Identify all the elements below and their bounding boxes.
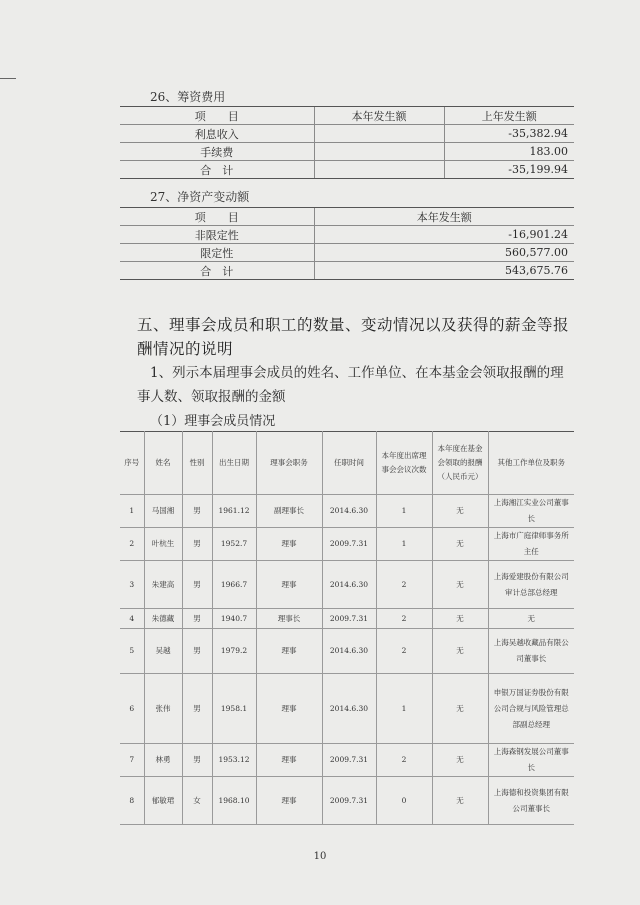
cell-gender: 男 [182,744,212,777]
net-assets-section-title: 27、净资产变动额 [150,190,250,204]
cell-name: 马国湘 [144,495,182,528]
members-header-row [120,432,574,495]
table-row [120,744,574,777]
header-role: 理事会职务 [256,432,322,495]
cell-gender: 男 [182,674,212,744]
cell-since: 2009.7.31 [322,609,376,629]
cell-name: 林勇 [144,744,182,777]
header-item: 项 目 [120,107,314,125]
cell-gender: 男 [182,495,212,528]
cell-since: 2014.6.30 [322,674,376,744]
members-table [120,431,574,825]
row-item: 合 计 [120,161,314,179]
cell-no: 6 [120,674,144,744]
cell-no: 7 [120,744,144,777]
cell-role: 理事 [256,528,322,561]
cell-since: 2014.6.30 [322,495,376,528]
cell-other: 无 [488,609,574,629]
cell-no: 1 [120,495,144,528]
cell-birth: 1940.7 [212,609,256,629]
header-since: 任职时间 [322,432,376,495]
header-previous: 上年发生额 [444,107,574,125]
header-other: 其他工作单位及职务 [488,432,574,495]
cell-birth: 1966.7 [212,561,256,609]
cell-gender: 男 [182,561,212,609]
table-row [120,226,574,244]
table-row [120,674,574,744]
table-row [120,262,574,280]
table-row [120,528,574,561]
table-row [120,143,574,161]
cell-no: 3 [120,561,144,609]
row-item: 合 计 [120,262,314,280]
cell-other: 上海吴越收藏品有限公司董事长 [488,629,574,674]
cell-since: 2014.6.30 [322,629,376,674]
row-current [314,143,444,161]
cell-pay: 无 [432,495,488,528]
row-previous: 183.00 [444,143,574,161]
row-previous: -35,382.94 [444,125,574,143]
row-current [314,161,444,179]
cell-pay: 无 [432,629,488,674]
row-previous: -35,199.94 [444,161,574,179]
subsection-title: （1）理事会成员情况 [150,414,276,429]
page-number: 10 [313,851,327,862]
cell-pay: 无 [432,777,488,825]
cell-attend: 1 [376,495,432,528]
header-no: 序号 [120,432,144,495]
cell-other: 上海爱建股份有限公司审计总部总经理 [488,561,574,609]
cell-other: 上海湘江实业公司董事长 [488,495,574,528]
cell-name: 张伟 [144,674,182,744]
cell-pay: 无 [432,609,488,629]
header-name: 姓名 [144,432,182,495]
row-item: 手续费 [120,143,314,161]
cell-name: 叶杭生 [144,528,182,561]
cell-name: 朱德藏 [144,609,182,629]
cell-attend: 2 [376,629,432,674]
cell-gender: 男 [182,629,212,674]
page-edge-rule [0,78,16,79]
header-gender: 性别 [182,432,212,495]
row-item: 利息收入 [120,125,314,143]
header-item: 项 目 [120,208,314,226]
table-row [120,244,574,262]
table-row [120,561,574,609]
row-item: 非限定性 [120,226,314,244]
table-row [120,161,574,179]
cell-birth: 1979.2 [212,629,256,674]
header-pay: 本年度在基金会领取的报酬（人民币元） [432,432,488,495]
header-amount: 本年发生额 [314,208,574,226]
cell-role: 理事 [256,674,322,744]
cell-role: 理事长 [256,609,322,629]
cell-other: 上海德和投资集团有限公司董事长 [488,777,574,825]
table-row [120,495,574,528]
cell-gender: 女 [182,777,212,825]
row-current [314,125,444,143]
cell-no: 4 [120,609,144,629]
table-row [120,777,574,825]
cell-role: 理事 [256,561,322,609]
header-current: 本年发生额 [314,107,444,125]
cell-no: 5 [120,629,144,674]
table-header-row [120,107,574,125]
cell-attend: 1 [376,528,432,561]
table-header-row [120,208,574,226]
cell-pay: 无 [432,561,488,609]
cell-attend: 1 [376,674,432,744]
cell-gender: 男 [182,528,212,561]
net-assets-table [120,207,574,280]
header-attend: 本年度出席理事会会议次数 [376,432,432,495]
cell-name: 郁敏珺 [144,777,182,825]
cell-name: 吴越 [144,629,182,674]
paragraph-1: 1、列示本届理事会成员的姓名、工作单位、在本基金会领取报酬的理事人数、领取报酬的金额 [137,365,564,405]
cell-other: 上海森钢发展公司董事长 [488,744,574,777]
cell-role: 副理事长 [256,495,322,528]
fee-section-title: 26、筹资费用 [150,90,226,104]
cell-pay: 无 [432,744,488,777]
cell-name: 朱建高 [144,561,182,609]
cell-other: 申银万国证券股份有限公司合规与风险管理总部副总经理 [488,674,574,744]
row-amount: -16,901.24 [314,226,574,244]
cell-birth: 1961.12 [212,495,256,528]
cell-since: 2009.7.31 [322,528,376,561]
cell-pay: 无 [432,528,488,561]
cell-birth: 1958.1 [212,674,256,744]
row-amount: 560,577.00 [314,244,574,262]
cell-birth: 1952.7 [212,528,256,561]
fee-table [120,106,574,179]
cell-gender: 男 [182,609,212,629]
cell-role: 理事 [256,777,322,825]
cell-pay: 无 [432,674,488,744]
section-heading: 五、理事会成员和职工的数量、变动情况以及获得的薪金等报酬情况的说明 [137,316,570,358]
cell-since: 2009.7.31 [322,777,376,825]
cell-no: 2 [120,528,144,561]
table-row [120,609,574,629]
cell-birth: 1953.12 [212,744,256,777]
cell-attend: 0 [376,777,432,825]
cell-since: 2014.6.30 [322,561,376,609]
cell-role: 理事 [256,629,322,674]
table-row [120,629,574,674]
table-row [120,125,574,143]
row-item: 限定性 [120,244,314,262]
cell-attend: 2 [376,561,432,609]
cell-attend: 2 [376,744,432,777]
cell-no: 8 [120,777,144,825]
row-amount: 543,675.76 [314,262,574,280]
cell-other: 上海市广庭律师事务所主任 [488,528,574,561]
header-birth: 出生日期 [212,432,256,495]
cell-birth: 1968.10 [212,777,256,825]
cell-role: 理事 [256,744,322,777]
cell-since: 2009.7.31 [322,744,376,777]
cell-attend: 2 [376,609,432,629]
